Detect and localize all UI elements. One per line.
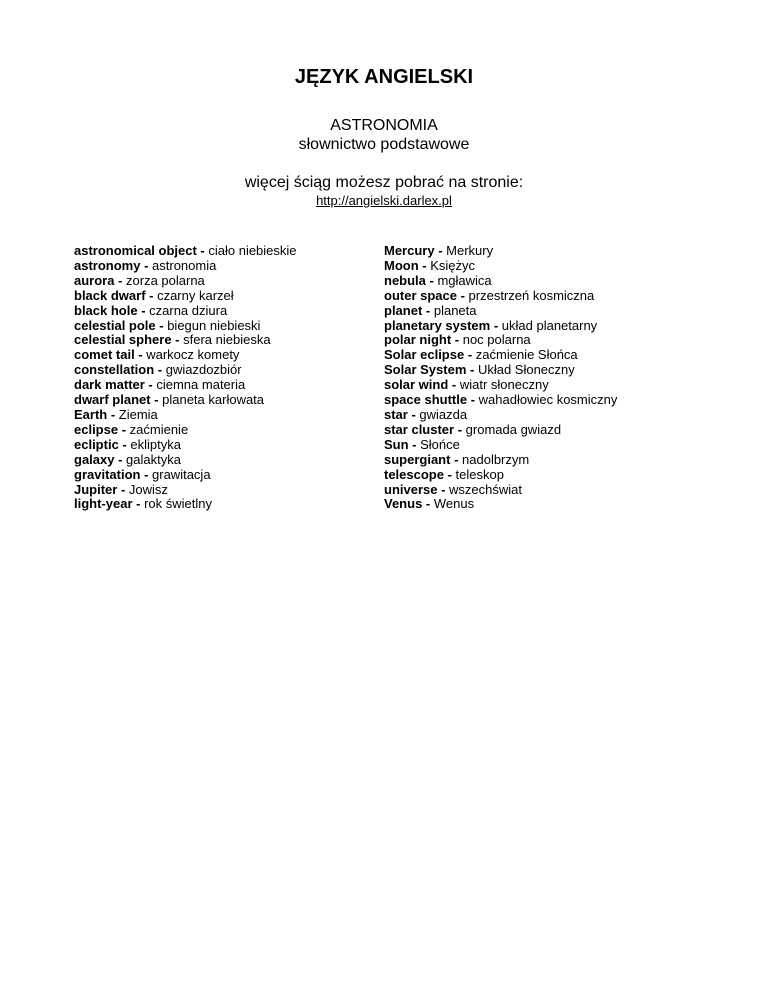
- vocabulary-term: Solar System -: [384, 362, 475, 378]
- vocabulary-entry: [384, 497, 704, 512]
- vocabulary-term: gravitation -: [74, 466, 149, 482]
- vocabulary-translation: sfera niebieska: [179, 332, 271, 348]
- vocabulary-translation: grawitacja: [148, 466, 211, 482]
- vocabulary-term: Jupiter -: [74, 481, 126, 497]
- vocabulary-term: Solar eclipse -: [384, 347, 473, 363]
- vocabulary-entry: [384, 378, 704, 393]
- vocabulary-translation: mgławica: [433, 272, 492, 288]
- vocabulary-translation: układ planetarny: [498, 317, 598, 333]
- vocabulary-entry: [384, 289, 704, 304]
- vocabulary-term: outer space -: [384, 287, 465, 303]
- vocabulary-term: Sun -: [384, 436, 417, 452]
- vocabulary-translation: wszechświat: [445, 481, 522, 497]
- vocabulary-term: supergiant -: [384, 451, 459, 467]
- vocabulary-term: Mercury -: [384, 243, 443, 258]
- vocabulary-translation: ekliptyka: [126, 436, 181, 452]
- level-subheading: słownictwo podstawowe: [298, 136, 470, 153]
- vocabulary-translation: biegun niebieski: [163, 317, 261, 333]
- vocabulary-translation: Słońce: [416, 436, 460, 452]
- vocabulary-entry: [74, 333, 364, 348]
- vocabulary-entry: [74, 289, 364, 304]
- vocabulary-term: solar wind -: [384, 377, 457, 393]
- vocabulary-entry: [384, 438, 704, 453]
- vocabulary-entry: [74, 274, 364, 289]
- vocabulary-translation: wahadłowiec kosmiczny: [475, 392, 618, 408]
- vocabulary-entry: [74, 363, 364, 378]
- vocabulary-entry: [74, 393, 364, 408]
- vocabulary-translation: zaćmienie Słońca: [472, 347, 578, 363]
- vocabulary-translation: planeta karłowata: [158, 392, 265, 408]
- vocabulary-entry: [74, 468, 364, 483]
- vocabulary-translation: Merkury: [442, 243, 494, 258]
- vocabulary-entry: [384, 423, 704, 438]
- vocabulary-entry: [74, 244, 364, 259]
- vocabulary-translation: zorza polarna: [122, 272, 205, 288]
- vocabulary-translation: wiatr słoneczny: [456, 377, 549, 393]
- vocabulary-entry: [384, 259, 704, 274]
- vocabulary-translation: galaktyka: [122, 451, 181, 467]
- vocabulary-translation: gwiazdozbiór: [162, 362, 242, 378]
- vocabulary-entry: [74, 378, 364, 393]
- vocabulary-translation: gromada gwiazd: [462, 421, 562, 437]
- vocabulary-term: Moon -: [384, 257, 427, 273]
- vocabulary-term: Earth -: [74, 406, 116, 422]
- vocabulary-term: planetary system -: [384, 317, 499, 333]
- vocabulary-term: universe -: [384, 481, 446, 497]
- vocabulary-translation: Księżyc: [426, 257, 475, 273]
- vocabulary-term: telescope -: [384, 466, 452, 482]
- vocabulary-term: star cluster -: [384, 421, 463, 437]
- vocabulary-term: Venus -: [384, 496, 431, 512]
- website-link-container: [0, 192, 768, 210]
- vocabulary-term: dark matter -: [74, 377, 153, 393]
- vocabulary-entry: [74, 304, 364, 319]
- vocabulary-term: astronomical object -: [74, 243, 205, 258]
- vocabulary-term: black dwarf -: [74, 287, 154, 303]
- vocabulary-entry: [74, 319, 364, 334]
- vocabulary-entry: [384, 483, 704, 498]
- vocabulary-translation: nadolbrzym: [458, 451, 530, 467]
- vocabulary-entry: [384, 333, 704, 348]
- vocabulary-term: nebula -: [384, 272, 434, 288]
- vocabulary-term: celestial sphere -: [74, 332, 180, 348]
- vocabulary-entry: [384, 348, 704, 363]
- vocabulary-entry: [74, 438, 364, 453]
- vocabulary-entry: [74, 408, 364, 423]
- vocabulary-term: dwarf planet -: [74, 392, 159, 408]
- vocabulary-translation: ciemna materia: [152, 377, 246, 393]
- vocabulary-entry: [74, 423, 364, 438]
- vocabulary-translation: Układ Słoneczny: [474, 362, 575, 378]
- vocabulary-term: aurora -: [74, 272, 123, 288]
- vocabulary-entry: [74, 259, 364, 274]
- vocabulary-translation: Ziemia: [115, 406, 158, 422]
- vocabulary-translation: planeta: [430, 302, 477, 318]
- vocabulary-term: polar night -: [384, 332, 460, 348]
- vocabulary-translation: Wenus: [430, 496, 475, 512]
- vocabulary-term: ecliptic -: [74, 436, 127, 452]
- vocabulary-translation: noc polarna: [459, 332, 531, 348]
- vocabulary-entry: [74, 483, 364, 498]
- vocabulary-entry: [74, 497, 364, 512]
- vocabulary-list-left: [74, 244, 364, 512]
- vocabulary-entry: [74, 348, 364, 363]
- vocabulary-term: celestial pole -: [74, 317, 164, 333]
- vocabulary-term: black hole -: [74, 302, 146, 318]
- vocabulary-entry: [384, 304, 704, 319]
- vocabulary-entry: [384, 453, 704, 468]
- vocabulary-term: star -: [384, 406, 416, 422]
- vocabulary-entry: [384, 274, 704, 289]
- vocabulary-translation: gwiazda: [415, 406, 468, 422]
- vocabulary-translation: czarny karzeł: [153, 287, 234, 303]
- vocabulary-translation: rok świetlny: [140, 496, 212, 512]
- vocabulary-term: light-year -: [74, 496, 141, 512]
- vocabulary-translation: ciało niebieskie: [204, 243, 297, 258]
- vocabulary-term: planet -: [384, 302, 431, 318]
- vocabulary-translation: teleskop: [451, 466, 504, 482]
- vocabulary-list-right: [384, 244, 704, 512]
- vocabulary-entry: [384, 244, 704, 259]
- vocabulary-term: constellation -: [74, 362, 163, 378]
- vocabulary-entry: [384, 319, 704, 334]
- vocabulary-entry: [384, 408, 704, 423]
- vocabulary-translation: warkocz komety: [142, 347, 240, 363]
- vocabulary-entry: [384, 363, 704, 378]
- vocabulary-term: comet tail -: [74, 347, 143, 363]
- subject-heading: ASTRONOMIA: [330, 117, 438, 134]
- vocabulary-translation: czarna dziura: [145, 302, 228, 318]
- vocabulary-term: space shuttle -: [384, 392, 476, 408]
- vocabulary-translation: przestrzeń kosmiczna: [464, 287, 595, 303]
- vocabulary-translation: astronomia: [148, 257, 217, 273]
- vocabulary-entry: [384, 393, 704, 408]
- vocabulary-entry: [74, 453, 364, 468]
- vocabulary-term: eclipse -: [74, 421, 127, 437]
- website-link[interactable]: http://angielski.darlex.pl: [316, 193, 452, 208]
- vocabulary-translation: zaćmienie: [126, 421, 189, 437]
- vocabulary-term: galaxy -: [74, 451, 123, 467]
- page-title: JĘZYK ANGIELSKI: [294, 66, 474, 88]
- more-downloads-text: więcej ściąg możesz pobrać na stronie:: [244, 174, 524, 191]
- vocabulary-translation: Jowisz: [125, 481, 168, 497]
- vocabulary-term: astronomy -: [74, 257, 149, 273]
- vocabulary-entry: [384, 468, 704, 483]
